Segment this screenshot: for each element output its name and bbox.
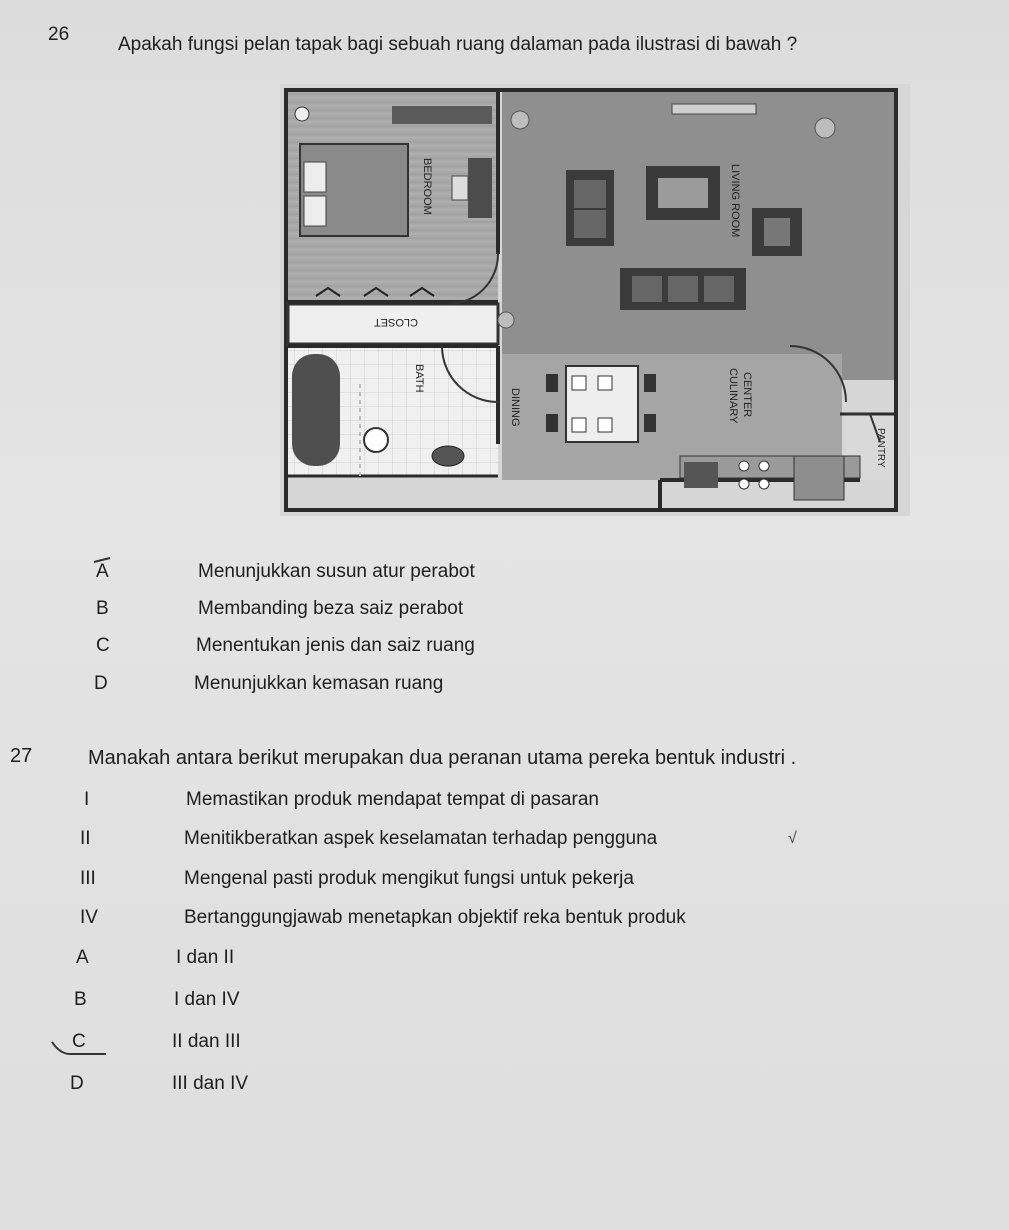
q27-option-a-letter: A	[76, 947, 89, 968]
label-pantry: PANTRY	[875, 428, 886, 468]
q27-statement-i-numeral: I	[84, 789, 90, 810]
q27-option-c-text: II dan III	[172, 1031, 241, 1052]
tv-stand	[672, 104, 756, 114]
q26-option-d-text: Menunjukkan kemasan ruang	[194, 673, 444, 694]
q27-statement-ii-numeral: II	[80, 828, 91, 849]
q27-option-d-text: III dan IV	[172, 1073, 249, 1094]
underline-mark-icon	[50, 1038, 108, 1058]
q27-statement-iv-text: Bertanggungjawab menetapkan objektif reka bentuk produk	[184, 907, 686, 928]
q26-option-a-letter: A	[96, 561, 109, 582]
q27-option-d-letter: D	[70, 1073, 84, 1094]
living-floor	[502, 92, 894, 380]
label-culinary: CULINARY	[727, 368, 739, 424]
question-27-number: 27	[10, 745, 33, 767]
q26-option-c-text: Menentukan jenis dan saiz ruang	[196, 635, 475, 656]
check-mark-icon: √	[788, 830, 797, 847]
q27-option-b-letter: B	[74, 989, 87, 1010]
q26-option-c-letter: C	[96, 635, 110, 656]
q27-option-a-text: I dan II	[176, 947, 235, 968]
label-dining: DINING	[509, 388, 521, 427]
q26-option-b-letter: B	[96, 598, 109, 619]
pen-mark-icon	[92, 556, 112, 564]
q27-statement-iii-numeral: III	[80, 868, 96, 889]
q27-statement-ii-text: Menitikberatkan aspek keselamatan terhadap pengguna	[184, 828, 658, 849]
q26-option-d-letter: D	[94, 673, 108, 694]
question-26-text: Apakah fungsi pelan tapak bagi sebuah ruang dalaman pada ilustrasi di bawah ?	[118, 34, 798, 55]
q27-statement-iv-numeral: IV	[80, 907, 98, 928]
q27-option-c-letter: C	[72, 1031, 86, 1052]
label-closet: CLOSET	[373, 316, 418, 328]
question-26-number: 26	[48, 24, 70, 45]
q27-statement-i-text: Memastikan produk mendapat tempat di pasaran	[186, 789, 599, 810]
label-living-room: LIVING ROOM	[729, 164, 741, 238]
label-bedroom: BEDROOM	[421, 158, 433, 215]
q26-option-a-text: Menunjukkan susun atur perabot	[198, 561, 475, 582]
q26-option-b-text: Membanding beza saiz perabot	[198, 598, 464, 619]
label-bath: BATH	[413, 364, 425, 393]
bathtub	[292, 354, 340, 466]
q27-statement-iii-text: Mengenal pasti produk mengikut fungsi untuk pekerja	[184, 868, 634, 889]
floor-plan-illustration	[280, 84, 910, 516]
label-center: CENTER	[741, 372, 753, 418]
q27-option-b-text: I dan IV	[174, 989, 240, 1010]
question-27-text: Manakah antara berikut merupakan dua peranan utama pereka bentuk industri .	[88, 747, 797, 769]
fridge	[794, 456, 844, 500]
